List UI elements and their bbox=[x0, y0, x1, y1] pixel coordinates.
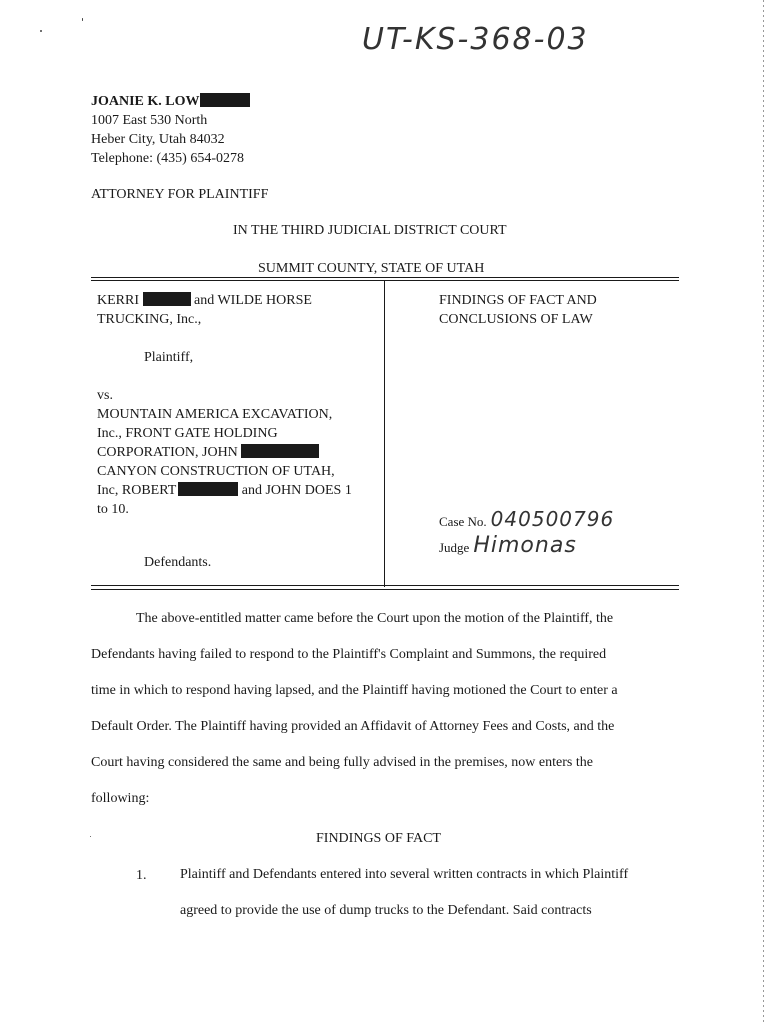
defendant-line5: Inc, ROBERT and JOHN DOES 1 bbox=[97, 483, 352, 498]
redaction-box bbox=[200, 93, 250, 107]
plaintiff-line1 bbox=[97, 291, 379, 310]
intro-line: following: bbox=[91, 791, 150, 806]
attorney-address1: 1007 East 530 North bbox=[91, 113, 208, 128]
document-title bbox=[439, 291, 597, 329]
scan-speck bbox=[90, 836, 91, 837]
item-line: agreed to provide the use of dump trucks to the Defendant. Said contracts bbox=[180, 903, 592, 918]
court-county: SUMMIT COUNTY, STATE OF UTAH bbox=[258, 261, 485, 276]
caption-top-rule-2 bbox=[91, 280, 679, 281]
attorney-telephone: Telephone: (435) 654-0278 bbox=[91, 151, 244, 166]
plaintiff-line2: TRUCKING, Inc., bbox=[97, 312, 202, 327]
redaction-box bbox=[178, 482, 238, 496]
defendant-line3: CORPORATION, JOHN bbox=[97, 443, 379, 462]
handwritten-doc-code: UT-KS-368-03 bbox=[362, 22, 589, 57]
defendant-line2: Inc., FRONT GATE HOLDING bbox=[97, 426, 278, 441]
item-1-text bbox=[180, 857, 680, 929]
redaction-box bbox=[241, 444, 319, 458]
item-line: Plaintiff and Defendants entered into several written contracts in which Plaintiff bbox=[180, 867, 629, 882]
plaintiff-first-name: KERRI bbox=[97, 293, 139, 308]
handwritten-case-number: 040500796 bbox=[490, 507, 615, 531]
caption-divider bbox=[384, 281, 385, 587]
scan-speck bbox=[82, 18, 83, 21]
judge-label: Judge bbox=[439, 540, 470, 555]
caption-top-rule bbox=[91, 277, 679, 278]
defendant-line6: to 10. bbox=[97, 502, 129, 517]
attorney-name-line bbox=[91, 92, 250, 111]
defendant-line4: CANYON CONSTRUCTION OF UTAH, bbox=[97, 464, 335, 479]
intro-line: Default Order. The Plaintiff having provided an Affidavit of Attorney Fees and Costs, and the bbox=[91, 719, 615, 734]
plaintiff-label: Plaintiff, bbox=[144, 350, 194, 365]
intro-line: The above-entitled matter came before the Court upon the motion of the Plaintiff, the bbox=[136, 611, 614, 626]
intro-line: Defendants having failed to respond to the Plaintiff's Complaint and Summons, the required bbox=[91, 647, 607, 662]
scan-edge bbox=[763, 0, 764, 1024]
caption-parties bbox=[97, 291, 379, 519]
versus-label: vs. bbox=[97, 388, 113, 403]
plaintiff-co-party: and WILDE HORSE bbox=[194, 293, 312, 308]
intro-paragraph bbox=[91, 601, 691, 817]
defendants-label: Defendants. bbox=[144, 555, 212, 570]
document-title-line2: CONCLUSIONS OF LAW bbox=[439, 312, 593, 327]
case-number bbox=[439, 507, 614, 531]
judge bbox=[439, 533, 577, 558]
attorney-name: JOANIE K. LOW bbox=[91, 94, 200, 109]
court-name: IN THE THIRD JUDICIAL DISTRICT COURT bbox=[233, 223, 507, 238]
document-title-line1: FINDINGS OF FACT AND bbox=[439, 293, 597, 308]
defendant-line1: MOUNTAIN AMERICA EXCAVATION, bbox=[97, 407, 333, 422]
attorney-block bbox=[91, 92, 250, 168]
attorney-role: ATTORNEY FOR PLAINTIFF bbox=[91, 187, 269, 202]
caption-bottom-rule bbox=[91, 585, 679, 586]
caption-bottom-rule-2 bbox=[91, 589, 679, 590]
section-heading: FINDINGS OF FACT bbox=[316, 831, 441, 846]
redaction-box bbox=[143, 292, 191, 306]
attorney-address2: Heber City, Utah 84032 bbox=[91, 132, 225, 147]
intro-line: Court having considered the same and being fully advised in the premises, now enters the bbox=[91, 755, 593, 770]
scan-speck bbox=[40, 30, 42, 32]
handwritten-judge-name: Himonas bbox=[473, 533, 577, 558]
item-number: 1. bbox=[136, 868, 147, 883]
case-no-label: Case No. bbox=[439, 514, 487, 529]
intro-line: time in which to respond having lapsed, and the Plaintiff having motioned the Court to enter a bbox=[91, 683, 618, 698]
